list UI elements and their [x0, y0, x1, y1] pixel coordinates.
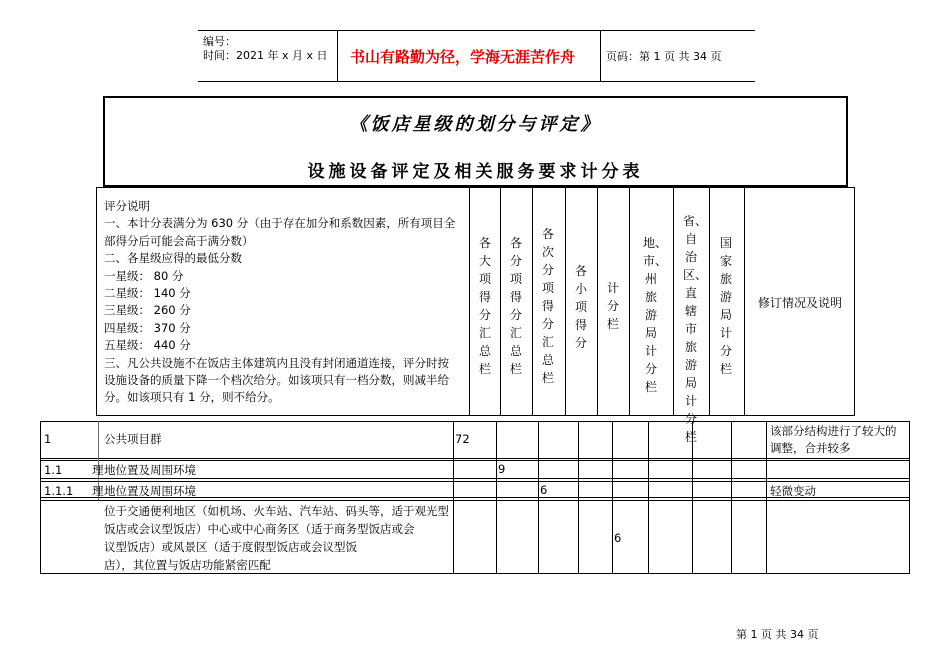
document-time-label: 时间：2021 年 x 月 x 日	[203, 49, 328, 62]
notes-line: 二星级： 140 分	[104, 286, 191, 301]
col-divider	[496, 421, 497, 574]
scoring-notes	[104, 198, 472, 407]
col-divider	[612, 421, 613, 574]
notes-line: 设施设备的质量下降一个档次给分。如该项只有一档分数，则减半给	[104, 373, 449, 388]
row-id: 1.1	[44, 463, 63, 477]
row-remark: 调整，合并较多	[770, 441, 851, 455]
col-divider	[731, 421, 732, 574]
header-col-divider	[744, 187, 745, 416]
col-divider	[538, 421, 539, 574]
document-number-label: 编号：	[203, 35, 236, 48]
row-item-name: 公共项目群	[104, 432, 162, 446]
header-col-divider	[629, 187, 630, 416]
header-strip	[198, 30, 755, 82]
header-col-divider	[500, 187, 501, 416]
col-divider	[766, 421, 767, 574]
column-header-major-total: 各大项得分汇总栏	[478, 236, 491, 376]
column-header-national-bureau: 国家旅游局计分栏	[719, 236, 732, 376]
notes-line: 分。如该项只有 1 分，则不给分。	[104, 390, 280, 405]
header-col-divider	[673, 187, 674, 416]
document-subtitle: 设施设备评定及相关服务要求计分表	[307, 162, 644, 182]
column-header-sub-total: 各分项得分汇总栏	[509, 236, 522, 376]
row-description: 店），其位置与饭店功能紧密匹配	[104, 558, 271, 572]
row-item-score: 6	[614, 531, 622, 545]
document-title: 《饭店星级的划分与评定》	[349, 114, 602, 135]
header-col-divider	[532, 187, 533, 416]
notes-line: 部得分后可能会高于满分数）	[104, 233, 254, 248]
row-remark: 轻微变动	[770, 484, 816, 498]
row-secondary-score: 6	[540, 483, 548, 497]
row-item-prefix: 理	[92, 463, 104, 477]
col-divider	[453, 421, 454, 574]
header-left-cell	[198, 30, 337, 82]
row-item-name: 地位置及周围环境	[104, 484, 196, 498]
column-header-city-bureau: 地、市、州旅游局计分栏	[643, 236, 668, 394]
row-divider	[40, 481, 910, 482]
column-header-secondary-total: 各次分项得分汇总栏	[541, 227, 554, 385]
notes-line: 一星级： 80 分	[104, 268, 184, 283]
notes-line: 一、本计分表满分为 630 分（由于存在加分和系数因素，所有项目全	[104, 216, 456, 231]
row-divider	[40, 500, 910, 501]
column-header-province-bureau: 省、自治区、直辖市旅游局计分栏	[683, 214, 708, 444]
notes-line: 二、各星级应得的最低分数	[104, 251, 242, 266]
header-motto-cell	[337, 30, 601, 82]
header-col-divider	[469, 187, 470, 416]
column-header-scoring: 计分栏	[606, 281, 619, 331]
footer-page-number: 第 1 页 共 34 页	[736, 628, 819, 641]
notes-line: 四星级： 370 分	[104, 320, 191, 335]
row-id: 1	[44, 432, 52, 446]
header-col-divider	[565, 187, 566, 416]
header-col-divider	[709, 187, 710, 416]
column-header-revision-notes: 修订情况及说明	[757, 296, 842, 310]
notes-line: 五星级： 440 分	[104, 338, 191, 353]
col-divider	[578, 421, 579, 574]
row-remark: 该部分结构进行了较大的	[770, 424, 897, 438]
page-number-label: 页码：第 1 页 共 34 页	[606, 50, 722, 63]
row-description: 议型饭店）或风景区（适于度假型饭店或会议型饭	[104, 540, 357, 554]
motto-text: 书山有路勤为径，学海无涯苦作舟	[350, 48, 576, 66]
row-sub-score: 9	[498, 462, 506, 476]
row-id: 1.1.1	[44, 484, 74, 498]
column-header-item-score: 各小项得分	[574, 264, 587, 350]
notes-line: 评分说明	[104, 199, 150, 213]
row-item-prefix: 理	[92, 484, 104, 498]
col-divider	[648, 421, 649, 574]
row-divider	[40, 478, 910, 479]
row-description: 饭店或会议型饭店）中心或中心商务区（适于商务型饭店或会	[104, 522, 415, 536]
notes-line: 三星级： 260 分	[104, 303, 191, 318]
row-major-score: 72	[455, 432, 470, 446]
title-box	[103, 96, 848, 187]
header-right-cell	[601, 30, 755, 82]
row-divider	[40, 460, 910, 461]
row-description: 位于交通便利地区（如机场、火车站、汽车站、码头等，适于观光型	[104, 504, 449, 518]
col-divider	[692, 421, 693, 574]
row-item-name: 地位置及周围环境	[104, 463, 196, 477]
row-divider	[40, 458, 910, 459]
header-col-divider	[597, 187, 598, 416]
notes-line: 三、凡公共设施不在饭店主体建筑内且没有封闭通道连接，评分时按	[104, 355, 449, 370]
